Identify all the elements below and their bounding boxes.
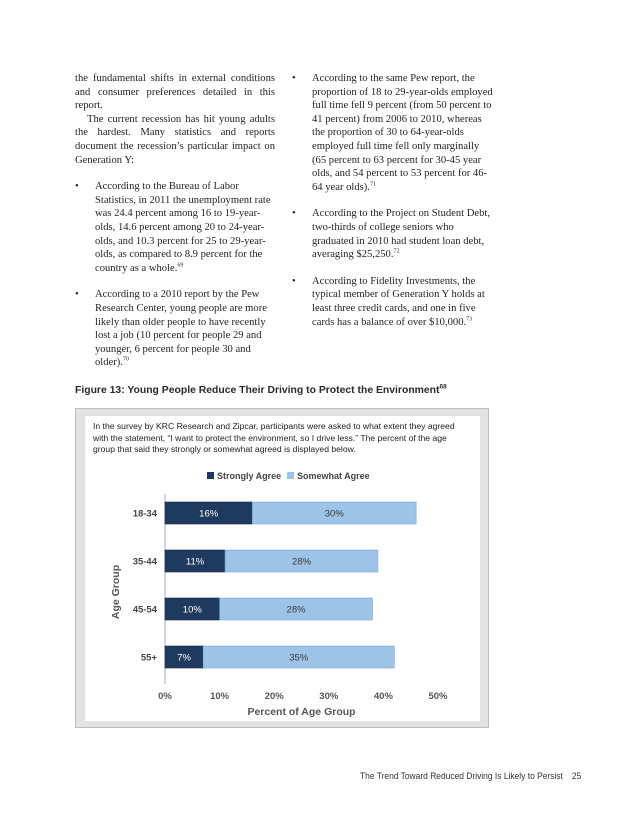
left-column — [75, 72, 275, 383]
bullet-item — [292, 275, 494, 329]
bullet-item — [75, 288, 275, 370]
legend-swatch — [207, 472, 214, 479]
bullet-text: According to a 2010 report by the Pew Research Center, young people are more likely than older people to have recently lost a job (10 percent for people 29 and younger, 6 percent for people 30 and older). — [95, 289, 267, 369]
x-tick-label: 30% — [319, 691, 339, 702]
x-tick-label: 10% — [210, 691, 230, 702]
footnote-marker: 72 — [393, 248, 400, 255]
bullet-marker: • — [75, 181, 79, 193]
left-paragraph-1: the fundamental shifts in external conditions and consumer preferences detailed in this report. — [75, 73, 275, 112]
x-tick-label: 40% — [373, 691, 393, 702]
page-number: 25 — [571, 770, 582, 781]
bullet-marker: • — [292, 73, 296, 84]
figure-title — [75, 385, 447, 396]
bullet-marker: • — [292, 275, 296, 287]
data-label: 10% — [182, 604, 202, 616]
footnote-marker: 70 — [122, 356, 129, 363]
x-tick-label: 50% — [428, 691, 448, 702]
y-tick-label: 55+ — [140, 652, 157, 664]
x-axis-title: Percent of Age Group — [247, 706, 356, 718]
y-tick-label: 18-34 — [132, 508, 157, 520]
data-label: 11% — [185, 556, 205, 568]
figure-title-text: Figure 13: Young People Reduce Their Driving to Protect the Environment — [75, 385, 440, 396]
bar-chart — [85, 462, 480, 722]
x-tick-label: 0% — [158, 691, 172, 702]
running-title: The Trend Toward Reduced Driving Is Likely to Persist — [360, 770, 563, 781]
data-label: 7% — [177, 652, 191, 664]
figure-title-footnote: 68 — [439, 383, 447, 391]
data-label: 28% — [291, 556, 312, 568]
data-label: 16% — [199, 508, 219, 520]
footnote-marker: 69 — [177, 262, 184, 269]
bullet-item — [75, 180, 275, 275]
legend-label: Strongly Agree — [217, 471, 282, 481]
y-axis-title: Age Group — [110, 564, 122, 620]
data-label: 35% — [289, 652, 309, 664]
bullet-item — [292, 72, 494, 194]
y-tick-label: 45-54 — [132, 604, 157, 616]
page-footer — [360, 770, 581, 781]
footnote-marker: 73 — [466, 315, 473, 322]
bullet-text: According to the Project on Student Debt, two-thirds of college seniors who graduated in 2010 had student loan debt, averaging $25,250. — [312, 208, 490, 261]
x-tick-label: 20% — [264, 691, 284, 702]
bullet-text: According to the same Pew report, the proportion of 18 to 29-year-olds employed full time fell 9 percent (from 50 percent to 41 percent) from 2006 to 2010, whereas the proportion of 30 to 64-year-olds employed full time fell only marginally (65 percent to 63 percent for 30-45 year olds, and 54 percent to 53 percent for 46-64 year olds). — [312, 73, 493, 193]
bullet-marker: • — [75, 289, 79, 301]
bullet-text: According to the Bureau of Labor Statistics, in 2011 the unemployment rate was 24.4 percent among 16 to 19-year-olds, 14.6 percent among 20 to 24-year-olds, and 10.3 percent for 25 to 29-year-olds, as compared to 8.9 percent for the country as a whole. — [95, 181, 271, 274]
legend-label: Somewhat Agree — [297, 471, 370, 481]
left-paragraph-2: The current recession has hit young adults the hardest. Many statistics and reports document the recession’s particular impact on Generation Y: — [75, 113, 275, 166]
bullet-marker: • — [292, 208, 296, 220]
data-label: 30% — [324, 508, 344, 520]
data-label: 28% — [286, 604, 306, 616]
legend-swatch — [287, 472, 294, 479]
y-tick-label: 35-44 — [132, 556, 157, 568]
figure-caption: In the survey by KRC Research and Zipcar, participants were asked to what extent they agreed with the statement, “I want to protect the environment, so I drive less.” The percent of the age group that said they strongly or somewhat agreed is displayed below. — [93, 421, 455, 455]
footnote-marker: 71 — [369, 181, 376, 188]
bullet-item — [292, 207, 494, 261]
right-column — [292, 72, 494, 342]
bullet-text: According to Fidelity Investments, the typical member of Generation Y holds at least three credit cards, and one in five cards has a balance of over $10,000. — [312, 275, 485, 328]
